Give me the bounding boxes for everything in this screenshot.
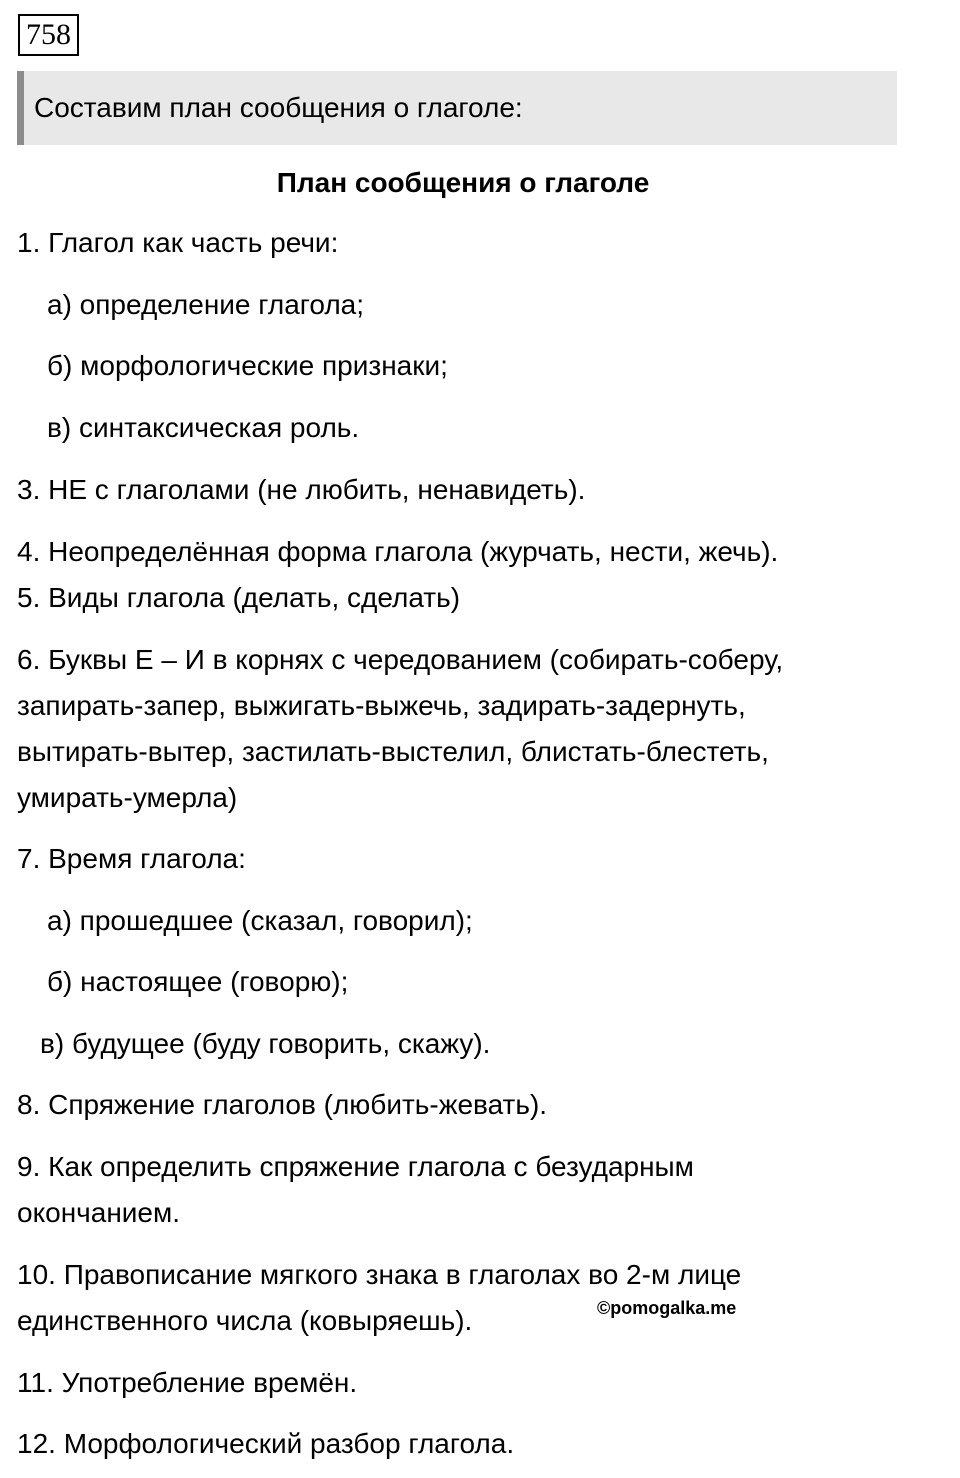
plan-subitem-7b: б) настоящее (говорю); [47, 966, 349, 997]
plan-subitem-7c: в) будущее (буду говорить, скажу). [40, 1028, 491, 1059]
plan-item-1: 1. Глагол как часть речи: [17, 227, 339, 258]
task-intro: Составим план сообщения о глаголе: [17, 71, 897, 145]
plan-item-12: 12. Морфологический разбор глагола. [17, 1428, 515, 1459]
plan-subitem-1b: б) морфологические признаки; [47, 350, 448, 381]
plan-subitem-1c: в) синтаксическая роль. [47, 412, 360, 443]
plan-item-10-line-2: единственного числа (ковыряешь). [17, 1305, 473, 1336]
watermark: ©pomogalka.me [597, 1298, 737, 1318]
plan-item-7: 7. Время глагола: [17, 843, 246, 874]
plan-item-4: 4. Неопределённая форма глагола (журчать, нести, жечь). [17, 536, 779, 567]
plan-item-6-line-3: вытирать-вытер, застилать-выстелил, блистать-блестеть, [17, 736, 769, 767]
plan-item-8: 8. Спряжение глаголов (любить-жевать). [17, 1089, 548, 1120]
task-number: 758 [18, 14, 79, 56]
plan-title: План сообщения о глаголе [276, 167, 650, 198]
plan-item-6-line-1: 6. Буквы Е – И в корнях с чередованием (собирать-соберу, [17, 644, 784, 675]
plan-item-5: 5. Виды глагола (делать, сделать) [17, 582, 461, 613]
plan-item-9-line-1: 9. Как определить спряжение глагола с безударным [17, 1151, 694, 1182]
plan-item-9-line-2: окончанием. [17, 1197, 181, 1228]
plan-item-6-line-2: запирать-запер, выжигать-выжечь, задирать-задернуть, [17, 690, 746, 721]
plan-subitem-1a: а) определение глагола; [47, 289, 365, 320]
plan-item-11: 11. Употребление времён. [17, 1367, 358, 1398]
plan-subitem-7a: а) прошедшее (сказал, говорил); [47, 905, 473, 936]
plan-item-10-line-1: 10. Правописание мягкого знака в глаголах во 2-м лице [17, 1259, 742, 1290]
plan-item-6-line-4: умирать-умерла) [17, 782, 238, 813]
plan-item-3: 3. НЕ с глаголами (не любить, ненавидеть). [17, 474, 586, 505]
